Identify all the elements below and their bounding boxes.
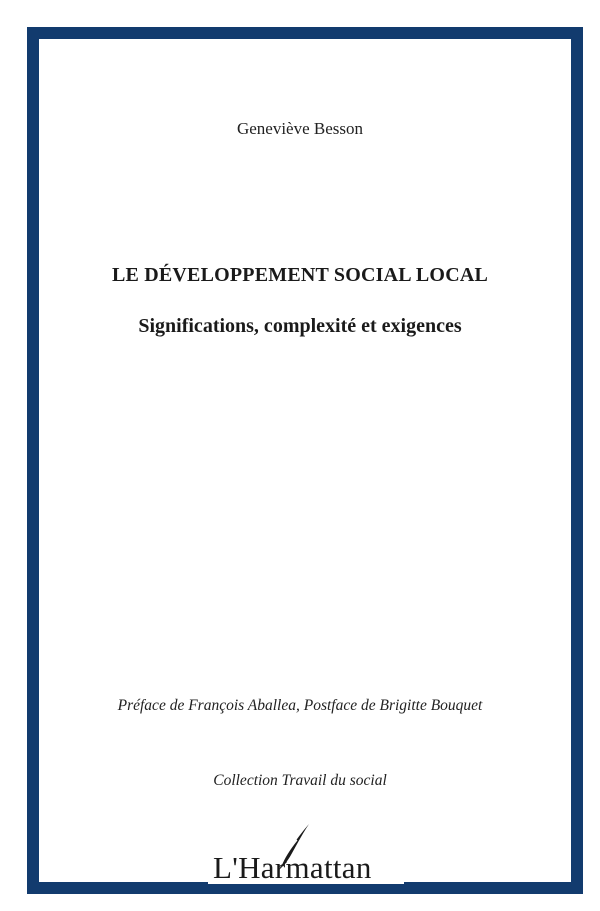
author-name: Geneviève Besson [236,119,364,138]
publisher-logo [213,822,403,888]
book-subtitle: Significations, complexité et exigences [138,315,462,337]
preface-credits: Préface de François Aballea, Postface de Brigitte Bouquet [117,697,483,714]
book-title: LE DÉVELOPPEMENT SOCIAL LOCAL [111,264,489,286]
cover-frame [27,27,583,894]
publisher-name: L'Harmattan [213,850,372,885]
collection-name: Collection Travail du social [213,772,387,789]
